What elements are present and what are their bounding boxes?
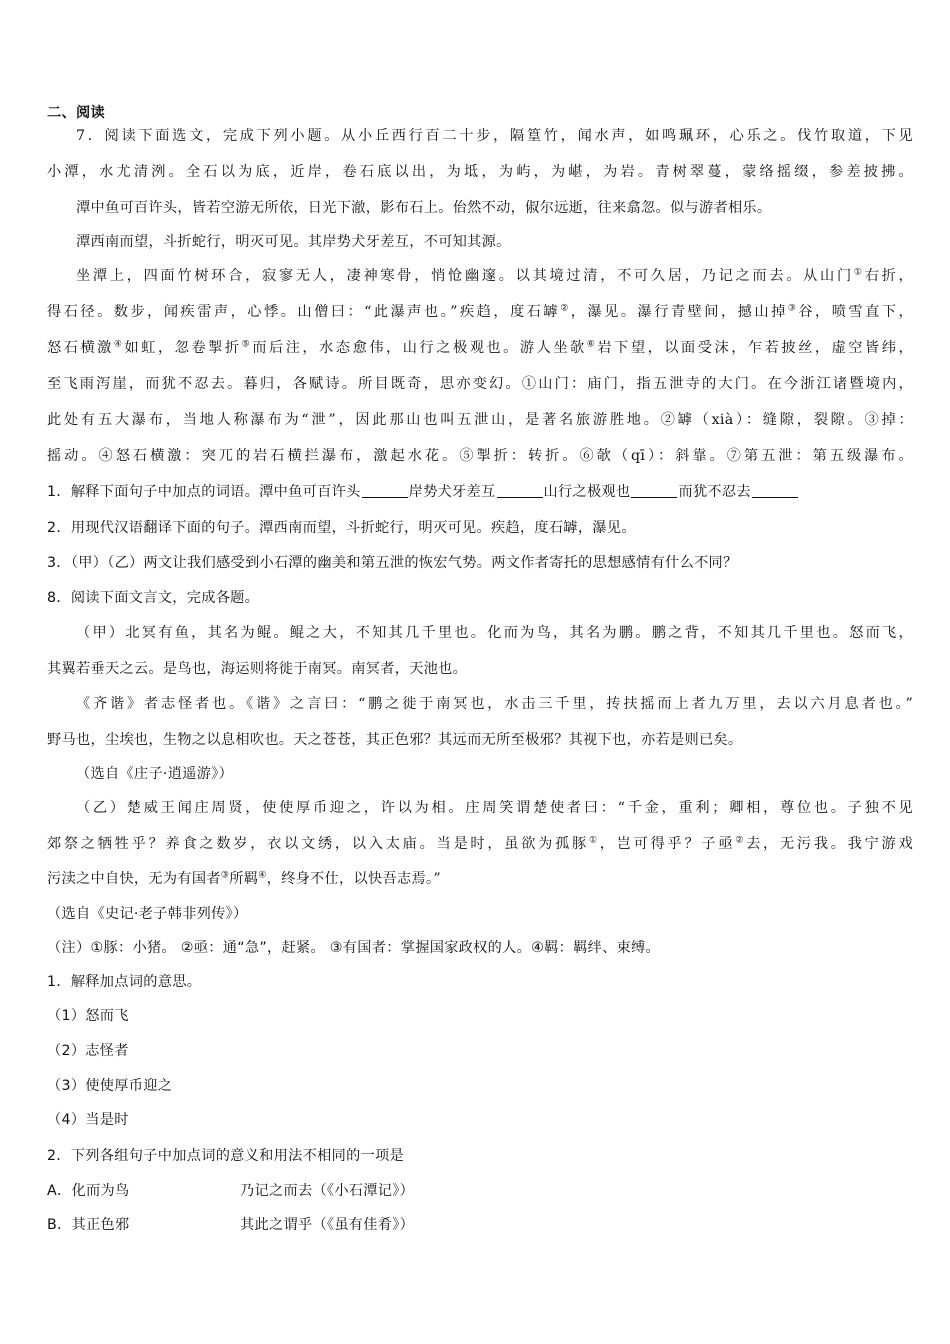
q8-sub1-item: （2）志怪者 xyxy=(47,1043,129,1059)
q7-passage-line: 潭西南而望，斗折蛇行，明灭可见。其岸势犬牙差互，不可知其源。 xyxy=(76,234,511,250)
q8-jia-line: 野马也，尘埃也，生物之以息相吹也。天之苍苍，其正色邪？其远而无所至极邪？其视下也，亦若是则已矣。 xyxy=(47,732,743,748)
footnote-mark: ⑥ xyxy=(586,339,598,350)
q7-passage-line: 潭中鱼可百许头，皆若空游无所依，日光下澈，影布石上。佁然不动，俶尔远逝，往来翕忽。似与游者相乐。 xyxy=(76,200,772,216)
q7-sub3: 3．（甲）（乙）两文让我们感受到小石潭的幽美和第五泄的恢宏气势。两文作者寄托的思想感情有什么不同？ xyxy=(47,555,738,571)
footnote-mark: ② xyxy=(735,835,747,846)
answer-blank[interactable] xyxy=(362,483,408,498)
q8-sub2-title: 2．下列各组句子中加点词的意义和用法不相同的一项是 xyxy=(47,1148,405,1164)
q8-jia-line: 《齐谐》者志怪者也。《谐》之言曰：“鹏之徙于南冥也，水击三千里，抟扶摇而上者九万里，去以六月息者也。” xyxy=(76,696,913,712)
footnote-mark: ③ xyxy=(787,303,799,314)
footnote-mark: ② xyxy=(560,303,571,314)
q7-passage-line: 至飞雨泻崖，而犹不忍去。暮归，各赋诗。所目既奇，思亦变幻。①山门：庙门，指五泄寺的大门。在今浙江诸暨境内， xyxy=(47,376,913,392)
answer-blank[interactable] xyxy=(752,483,798,498)
footnote-mark: ④ xyxy=(113,339,125,350)
q8-yi-line: 污渎之中自快，无为有国者③所羁④，终身不仕，以快吾志焉。” xyxy=(47,870,441,887)
q8-yi-line: 郊祭之牺牲乎？养食之数岁，衣以文绣，以入太庙。当是时，虽欲为孤豚①，岂可得乎？子亟②去，无污我。我宁游戏 xyxy=(47,835,913,852)
q8-jia-line: 其翼若垂天之云。是鸟也，海运则将徙于南冥。南冥者，天池也。 xyxy=(47,661,468,677)
q8-yi-source: （选自《史记·老子韩非列传》） xyxy=(47,906,248,922)
footnote-mark: ⑤ xyxy=(241,339,253,350)
q7-passage-line: 7．阅读下面选文，完成下列小题。从小丘西行百二十步，隔篁竹，闻水声，如鸣珮环，心乐之。伐竹取道，下见 xyxy=(76,128,913,144)
q7-passage-line: 怒石横激④如虹，忽卷掣折⑤而后注，水态愈伟，山行之极观也。游人坐欹⑥岩下望，以面受沫，乍若披丝，虚空皆纬， xyxy=(47,339,913,356)
q7-passage-line: 摇动。④怒石横激：突兀的岩石横拦瀑布，激起水花。⑤掣折：转折。⑥欹（qī）：斜靠。⑦第五泄：第五级瀑布。 xyxy=(47,448,913,464)
q8-jia-line: （甲）北冥有鱼，其名为鲲。鲲之大，不知其几千里也。化而为鸟，其名为鹏。鹏之背，不知其几千里也。怒而飞， xyxy=(76,625,913,641)
answer-blank[interactable] xyxy=(631,483,677,498)
q8-note: （注）①豚：小猪。 ②亟：通“急”，赶紧。 ③有国者：掌握国家政权的人。④羁：羁绊、束缚。 xyxy=(47,940,661,956)
q8-sub1-item: （3）使使厚币迎之 xyxy=(47,1078,173,1094)
q7-passage-line: 小潭，水尤清洌。全石以为底，近岸，卷石底以出，为坻，为屿，为嵁，为岩。青树翠蔓，蒙络摇缀，参差披拂。 xyxy=(47,164,913,180)
answer-blank[interactable] xyxy=(497,483,543,498)
footnote-mark: ④ xyxy=(258,870,267,881)
option-b[interactable]: B．其正色邪 其此之谓乎（《虽有佳肴》） xyxy=(47,1217,415,1233)
q7-passage-line: 此处有五大瀑布，当地人称瀑布为“泄”，因此那山也叫五泄山，是著名旅游胜地。②罅（xià）：缝隙，裂隙。③掉： xyxy=(47,412,913,428)
option-a[interactable]: A．化而为鸟 乃记之而去（《小石潭记》） xyxy=(47,1183,415,1199)
footnote-mark: ① xyxy=(588,835,600,846)
footnote-mark: ③ xyxy=(220,870,230,881)
q7-passage-line: 得石径。数步，闻疾雷声，心悸。山僧曰：“此瀑声也。”疾趋，度石罅②，瀑见。瀑行青壁间，撼山掉③谷，喷雪直下， xyxy=(47,303,913,320)
q7-passage-line: 坐潭上，四面竹树环合，寂寥无人，凄神寒骨，悄怆幽邃。以其境过清，不可久居，乃记之而去。从山门①右折， xyxy=(76,267,913,284)
q7-sub1: 1．解释下面句子中加点的词语。潭中鱼可百许头 岸势犬牙差互 山行之极观也 而犹不忍去 xyxy=(47,482,799,502)
q8-sub1-item: （4）当是时 xyxy=(47,1112,129,1128)
q8-sub1-title: 1．解释加点词的意思。 xyxy=(47,974,202,990)
q8-yi-line: （乙）楚威王闻庄周贤，使使厚币迎之，许以为相。庄周笑谓楚使者曰：“千金，重利；卿相，尊位也。子独不见 xyxy=(76,800,913,816)
q8-sub1-item: （1）怒而飞 xyxy=(47,1008,129,1024)
section-title: 二、阅读 xyxy=(47,105,105,121)
footnote-mark: ① xyxy=(853,267,865,278)
q8-title: 8．阅读下面文言文，完成各题。 xyxy=(47,590,260,606)
q8-jia-source: （选自《庄子·逍遥游》） xyxy=(76,766,234,782)
q7-sub2: 2．用现代汉语翻译下面的句子。潭西南而望，斗折蛇行，明灭可见。疾趋，度石罅，瀑见。 xyxy=(47,520,636,536)
